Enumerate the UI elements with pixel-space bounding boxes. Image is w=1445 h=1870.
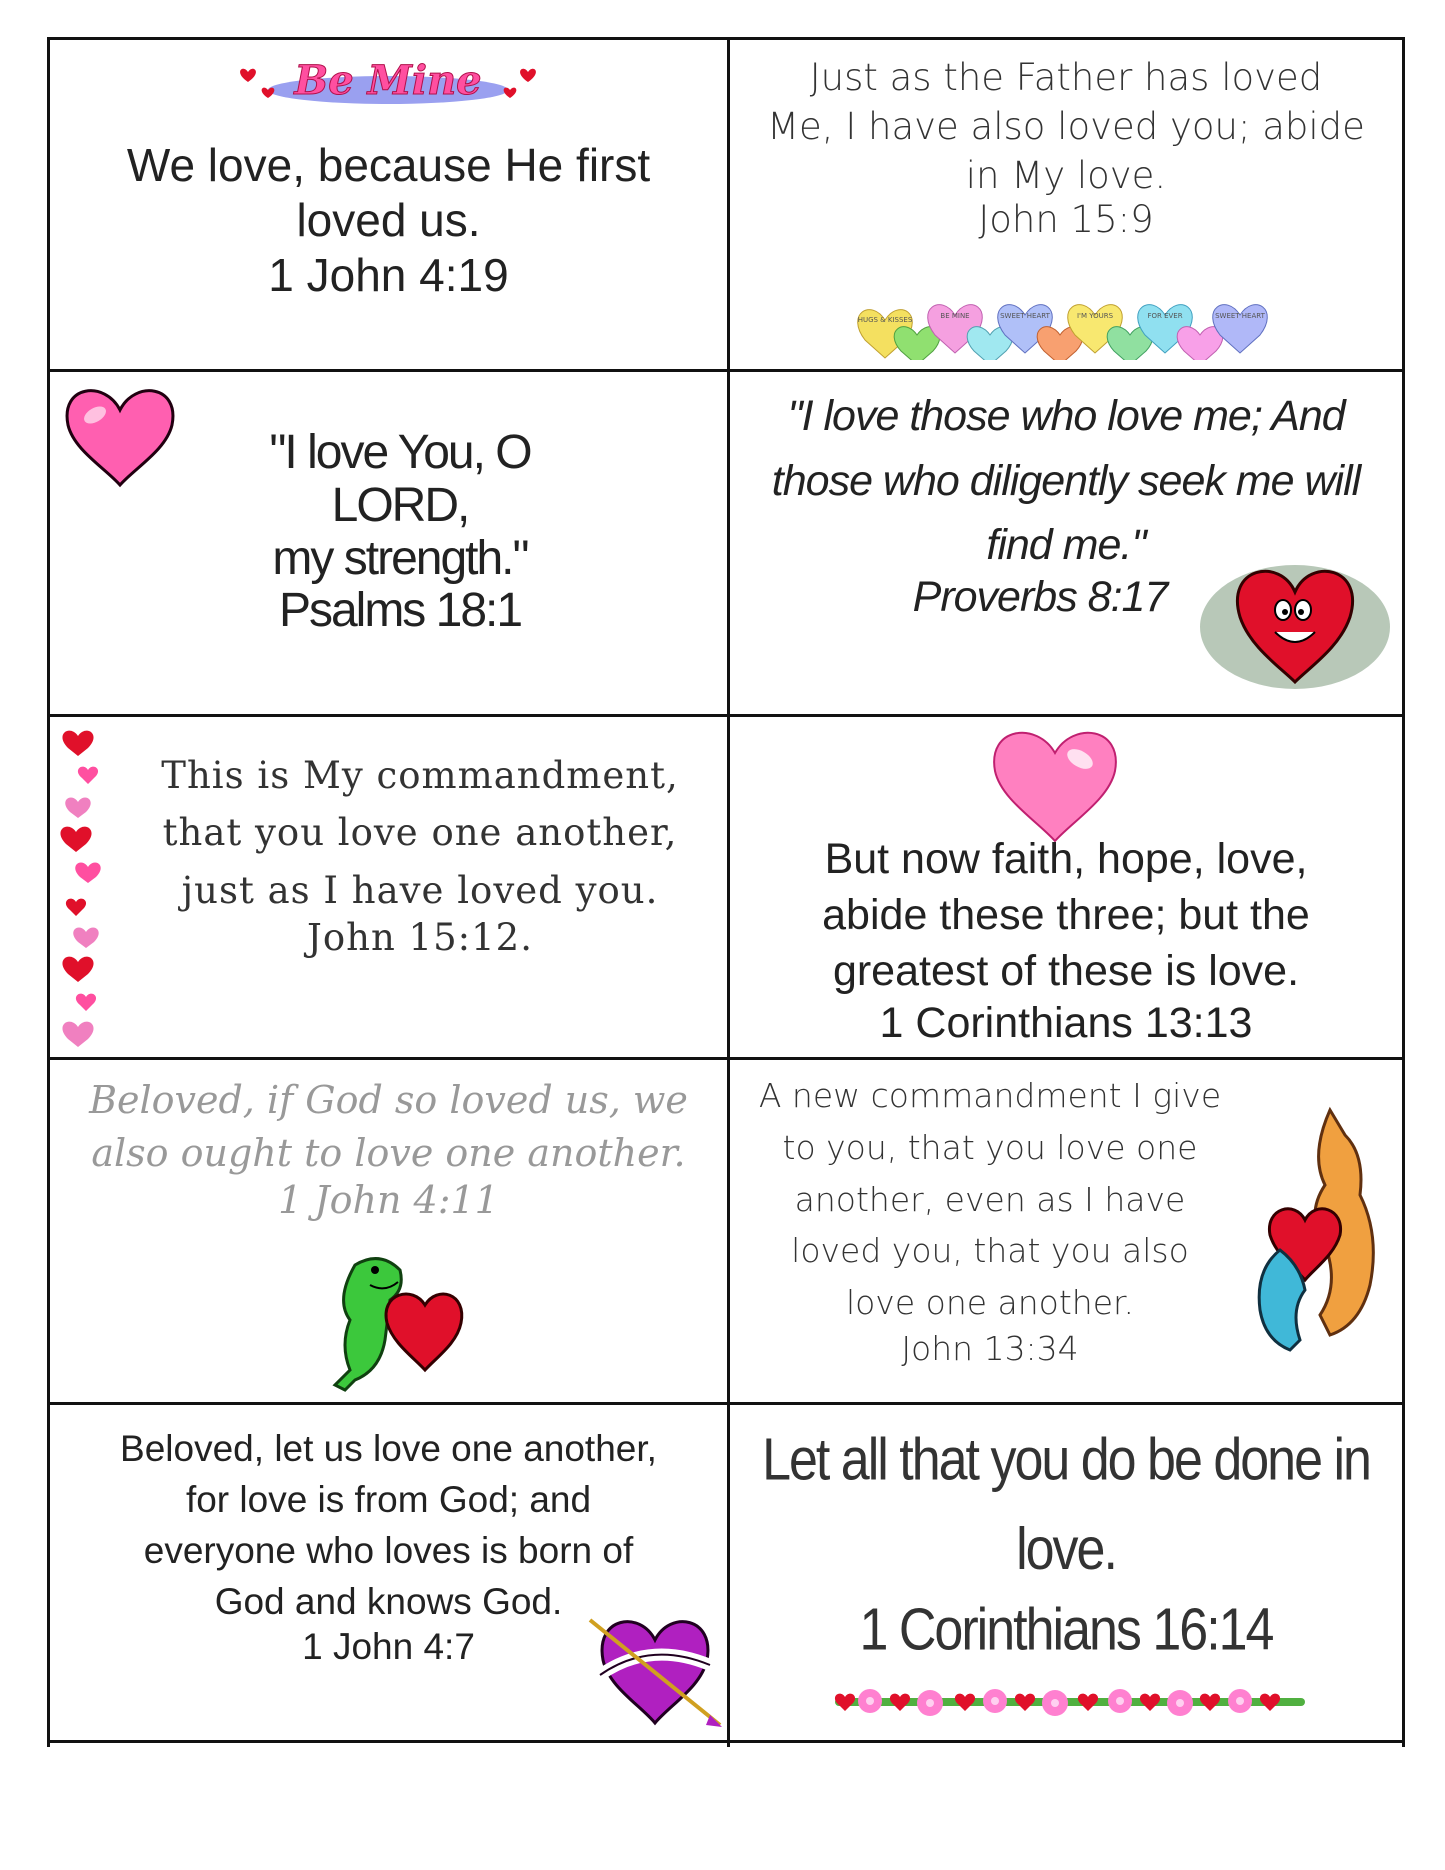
verse-text bbox=[200, 427, 600, 638]
dragons-heart bbox=[1250, 1100, 1390, 1370]
verse-line: also ought to love one another. bbox=[91, 1131, 686, 1176]
verse-line: "I love You, O LORD, bbox=[269, 426, 531, 532]
be-mine-label: Be Mine bbox=[294, 57, 482, 104]
verse-line: everyone who loves is born of bbox=[143, 1530, 634, 1572]
verse-line: for love is from God; and bbox=[185, 1479, 592, 1521]
verse-card bbox=[730, 1060, 1402, 1402]
verse-line: This is My commandment, bbox=[161, 754, 679, 797]
verse-line: Me, I have also loved you; abide bbox=[767, 104, 1365, 148]
verse-card bbox=[50, 717, 727, 1057]
candy-text: BE MINE bbox=[940, 312, 970, 320]
candy-text: SWEET HEART bbox=[1215, 312, 1265, 320]
verse-line: greatest of these is love. bbox=[832, 946, 1300, 995]
verse-card bbox=[50, 372, 727, 714]
verse-text bbox=[730, 54, 1402, 241]
verse-text bbox=[50, 1074, 727, 1222]
verse-line: We love, because He first bbox=[126, 139, 651, 191]
verse-line: Just as the Father has loved bbox=[809, 56, 1323, 99]
verse-line: loved you, that you also bbox=[791, 1231, 1189, 1271]
verse-reference: Proverbs 8:17 bbox=[912, 573, 1168, 621]
verse-card bbox=[730, 372, 1402, 714]
verse-line: that you love one another, bbox=[162, 811, 678, 855]
verse-line: just as I have loved you. bbox=[181, 868, 659, 912]
verse-card bbox=[730, 1405, 1402, 1740]
verse-line: those who diligently seek me will bbox=[771, 456, 1361, 505]
smiling-heart-icon bbox=[1195, 552, 1395, 702]
verse-line: another, even as I have bbox=[794, 1179, 1186, 1219]
verse-reference: 1 John 4:11 bbox=[278, 1178, 499, 1223]
grid-line bbox=[1402, 37, 1405, 1747]
verse-text bbox=[730, 1415, 1402, 1666]
verse-text bbox=[730, 1070, 1250, 1369]
candy-text: SWEET HEART bbox=[1000, 312, 1050, 320]
verse-reference: 1 Corinthians 13:13 bbox=[879, 998, 1253, 1047]
verse-line: love one another. bbox=[845, 1283, 1135, 1323]
verse-line: my strength." bbox=[272, 531, 528, 585]
flower-garland bbox=[830, 1673, 1310, 1733]
pink-heart-icon bbox=[985, 721, 1125, 846]
verse-card bbox=[730, 40, 1402, 369]
be-mine-banner bbox=[228, 50, 548, 120]
verse-text bbox=[730, 832, 1402, 1047]
verse-line: But now faith, hope, love, bbox=[824, 835, 1308, 883]
verse-line: Let all that you do be done in bbox=[762, 1426, 1370, 1494]
grid-line bbox=[47, 1740, 1405, 1743]
verse-reference: John 15:9 bbox=[978, 198, 1154, 242]
verse-reference: John 15:12. bbox=[307, 916, 533, 960]
candy-hearts bbox=[855, 280, 1275, 360]
verse-reference: John 13:34 bbox=[901, 1328, 1079, 1368]
candy-text: I'M YOURS bbox=[1076, 312, 1114, 320]
verse-line: in My love. bbox=[965, 153, 1167, 197]
verse-line: God and knows God. bbox=[214, 1581, 563, 1623]
pink-heart-icon bbox=[60, 380, 180, 490]
verse-line: "I love those who love me; And bbox=[787, 392, 1345, 440]
verse-line: find me." bbox=[986, 521, 1146, 569]
verse-line: love. bbox=[1016, 1516, 1116, 1583]
verse-text bbox=[140, 747, 700, 960]
verse-reference: Psalms 18:1 bbox=[278, 584, 522, 638]
verse-text bbox=[730, 384, 1402, 578]
verse-line: Beloved, if God so loved us, we bbox=[89, 1078, 688, 1122]
candy-text: FOR EVER bbox=[1147, 312, 1183, 320]
heart-border bbox=[58, 722, 118, 1052]
verse-reference: 1 John 4:7 bbox=[302, 1626, 475, 1668]
verse-reference: 1 John 4:19 bbox=[268, 249, 509, 302]
verse-line: A new commandment I give bbox=[758, 1076, 1222, 1115]
candy-text: HUGS & KISSES bbox=[857, 316, 913, 324]
verse-card bbox=[50, 1405, 727, 1740]
verse-line: loved us. bbox=[296, 194, 481, 247]
verse-card bbox=[50, 40, 727, 369]
verse-line: abide these three; but the bbox=[822, 890, 1310, 939]
verse-line: to you, that you love one bbox=[782, 1127, 1198, 1167]
arrow-heart bbox=[585, 1605, 725, 1735]
verse-card bbox=[730, 717, 1402, 1057]
verse-card bbox=[50, 1060, 727, 1402]
verse-card-sheet bbox=[47, 37, 1405, 1747]
verse-text bbox=[50, 138, 727, 304]
dinosaur-heart bbox=[315, 1245, 465, 1395]
verse-line: Beloved, let us love one another, bbox=[120, 1428, 657, 1469]
verse-reference: 1 Corinthians 16:14 bbox=[859, 1596, 1273, 1664]
